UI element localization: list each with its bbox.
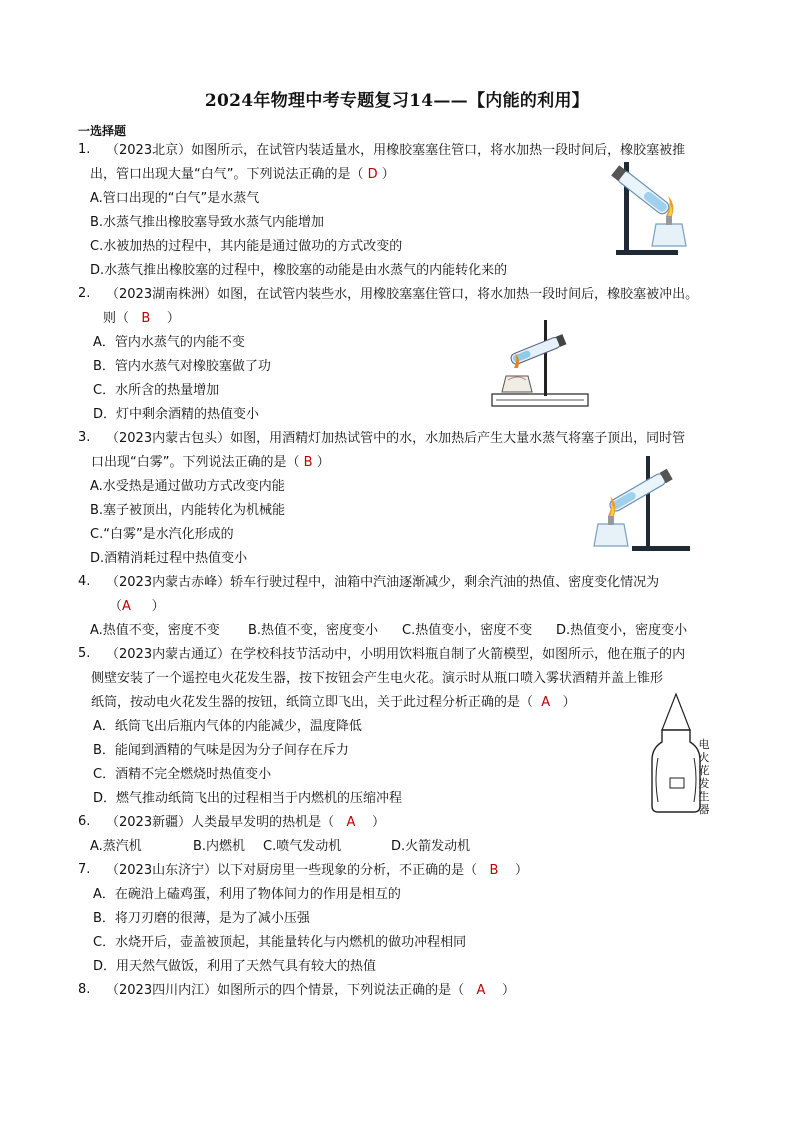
q6-number: 6. xyxy=(78,814,91,829)
q2-stem-line1: （2023湖南株洲）如图，在试管内装些水，用橡胶塞塞住管口，将水加热一段时间后，橡胶塞被冲出。 xyxy=(106,287,699,302)
q2-option-a: A．管内水蒸气的内能不变 xyxy=(93,335,245,350)
q4-option-a: A.热值不变，密度不变 xyxy=(90,623,220,638)
q4-stem-line2: （A ） xyxy=(109,599,165,614)
q2-stem-line2: 则（ B ） xyxy=(103,311,180,326)
q8-stem-line1: （2023四川内江）如图所示的四个情景，下列说法正确的是（ A ） xyxy=(106,983,515,998)
q5-option-d: D．燃气推动纸筒飞出的过程相当于内燃机的压缩冲程 xyxy=(93,791,403,806)
q4-option-d: D.热值变小，密度变小 xyxy=(556,623,688,638)
q3-stem-line1: （2023内蒙古包头）如图，用酒精灯加热试管中的水，水加热后产生大量水蒸气将塞子顶出，同时管 xyxy=(106,431,686,446)
q6-option-a: A.蒸汽机 xyxy=(90,839,142,854)
q1-answer: D xyxy=(367,167,378,182)
q7-option-c: C．水烧开后，壶盖被顶起，其能量转化与内燃机的做功冲程相同 xyxy=(93,935,467,950)
q3-option-b: B.塞子被顶出，内能转化为机械能 xyxy=(90,503,286,518)
q7-number: 7. xyxy=(78,862,91,877)
q3-stem-line2: 口出现“白雾”。下列说法正确的是（ B ） xyxy=(91,455,330,470)
q1-stem-line2: 出，管口出现大量“白气”。下列说法正确的是（ D ） xyxy=(90,167,395,182)
q2-test-tube-figure xyxy=(488,318,596,410)
q5-answer: A xyxy=(541,695,551,710)
q7-answer: B xyxy=(489,863,499,878)
q1-option-a: A.管口出现的“白气”是水蒸气 xyxy=(90,191,260,206)
q5-number: 5. xyxy=(78,646,91,661)
q7-option-d: D．用天然气做饭，利用了天然气具有较大的热值 xyxy=(93,959,377,974)
q3-answer: B xyxy=(303,455,313,470)
q5-stem-line3: 纸筒，按动电火花发生器的按钮，纸筒立即飞出，关于此过程分析正确的是（ A ） xyxy=(91,695,576,710)
q1-option-d: D.水蒸气推出橡胶塞的过程中，橡胶塞的动能是由水蒸气的内能转化来的 xyxy=(90,263,508,278)
q2-option-c: C．水所含的热量增加 xyxy=(93,383,220,398)
q5-option-b: B．能闻到酒精的气味是因为分子间存在斥力 xyxy=(93,743,349,758)
q2-answer: B xyxy=(141,311,151,326)
q4-option-c: C.热值变小，密度不变 xyxy=(402,623,533,638)
q6-stem-line1: （2023新疆）人类最早发明的热机是（ A ） xyxy=(106,815,385,830)
q3-option-a: A.水受热是通过做功方式改变内能 xyxy=(90,479,285,494)
q7-option-a: A．在碗沿上磕鸡蛋，利用了物体间力的作用是相互的 xyxy=(93,887,401,902)
q6-option-c: C.喷气发动机 xyxy=(263,839,342,854)
q5-option-a: A．纸筒飞出后瓶内气体的内能减少，温度降低 xyxy=(93,719,362,734)
q5-option-c: C．酒精不完全燃烧时热值变小 xyxy=(93,767,272,782)
q1-option-b: B.水蒸气推出橡胶塞导致水蒸气内能增加 xyxy=(90,215,325,230)
q1-stem-line1: （2023北京）如图所示，在试管内装适量水，用橡胶塞塞住管口，将水加热一段时间后，橡胶塞被推 xyxy=(106,143,686,158)
q4-number: 4. xyxy=(78,574,91,589)
q4-option-b: B.热值不变，密度变小 xyxy=(248,623,379,638)
section-heading: 一选择题 xyxy=(78,124,127,138)
q1-number: 1. xyxy=(78,142,91,157)
q1-test-tube-figure xyxy=(596,158,706,258)
q1-option-c: C.水被加热的过程中，其内能是通过做功的方式改变的 xyxy=(90,239,403,254)
q5-stem-line1: （2023内蒙古通辽）在学校科技节活动中，小明用饮料瓶自制了火箭模型，如图所示，他在瓶子的内 xyxy=(106,647,686,662)
q7-stem-line1: （2023山东济宁）以下对厨房里一些现象的分析，不正确的是（ B ） xyxy=(106,863,528,878)
q3-number: 3. xyxy=(78,430,91,445)
q8-answer: A xyxy=(476,983,486,998)
q6-option-b: B.内燃机 xyxy=(193,839,246,854)
q3-option-c: C.“白雾”是水汽化形成的 xyxy=(90,527,234,542)
page-title: 2024年物理中考专题复习14——【内能的利用】 xyxy=(204,91,590,111)
q8-number: 8. xyxy=(78,982,91,997)
q3-test-tube-figure xyxy=(592,454,702,554)
q3-option-d: D.酒精消耗过程中热值变小 xyxy=(90,551,248,566)
q5-figure-label: 电火花发生器 xyxy=(698,738,710,816)
q4-answer: A xyxy=(122,599,131,614)
q5-rocket-bottle-figure xyxy=(644,692,724,816)
q2-option-d: D．灯中剩余酒精的热值变小 xyxy=(93,407,260,422)
q7-option-b: B．将刀刃磨的很薄，是为了减小压强 xyxy=(93,911,310,926)
q6-answer: A xyxy=(346,815,356,830)
q2-option-b: B．管内水蒸气对橡胶塞做了功 xyxy=(93,359,271,374)
q2-number: 2. xyxy=(78,286,91,301)
q6-option-d: D.火箭发动机 xyxy=(391,839,471,854)
q4-stem-line1: （2023内蒙古赤峰）轿车行驶过程中，油箱中汽油逐渐减少，剩余汽油的热值、密度变化情况为 xyxy=(106,575,660,590)
q5-stem-line2: 侧壁安装了一个遥控电火花发生器，按下按钮会产生电火花。演示时从瓶口喷入雾状酒精并盖上锥形 xyxy=(91,671,664,686)
